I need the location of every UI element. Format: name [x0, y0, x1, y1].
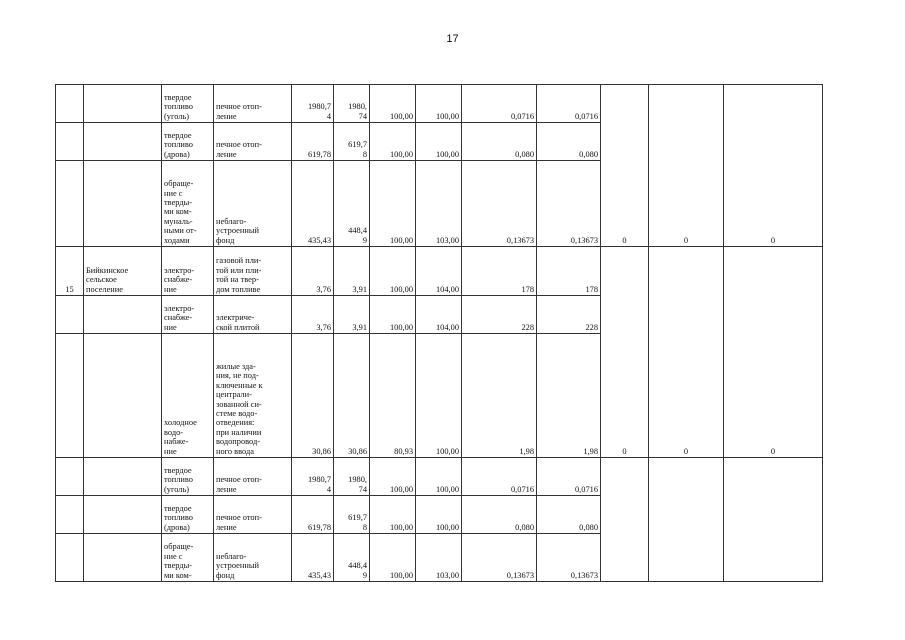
value-cell: 448,4 9: [334, 161, 370, 247]
table-row: [56, 247, 823, 296]
condition-cell: печное отоп- ление: [214, 85, 292, 123]
norm-cell: 0,0716: [537, 458, 601, 496]
condition-cell: неблаго- устроенный фонд: [214, 161, 292, 247]
percent-cell: 100,00: [370, 247, 416, 296]
row-index: [56, 85, 84, 123]
percent-cell: 103,00: [416, 534, 462, 582]
row-index: [56, 458, 84, 496]
value-cell: 1980,7 4: [292, 458, 334, 496]
norm-cell: 0,13673: [462, 534, 537, 582]
norm-cell: 1,98: [537, 334, 601, 458]
settlement-cell: [84, 85, 162, 123]
empty-cell: [724, 458, 823, 582]
row-index: [56, 534, 84, 582]
row-index: 15: [56, 247, 84, 296]
value-cell: 3,76: [292, 296, 334, 334]
percent-cell: 100,00: [416, 458, 462, 496]
condition-cell: печное отоп- ление: [214, 123, 292, 161]
value-cell: 3,91: [334, 296, 370, 334]
value-cell: 619,78: [292, 496, 334, 534]
value-cell: 435,43: [292, 534, 334, 582]
norm-cell: 228: [462, 296, 537, 334]
percent-cell: 104,00: [416, 296, 462, 334]
group-value-cell: 0: [601, 247, 649, 458]
value-cell: 1980, 74: [334, 85, 370, 123]
group-value-cell: 0: [649, 247, 724, 458]
row-index: [56, 334, 84, 458]
service-cell: обраще- ние с тверды- ми ком-: [162, 534, 214, 582]
percent-cell: 100,00: [370, 85, 416, 123]
settlement-cell: [84, 458, 162, 496]
percent-cell: 100,00: [416, 334, 462, 458]
value-cell: 619,7 8: [334, 496, 370, 534]
value-cell: 435,43: [292, 161, 334, 247]
row-index: [56, 496, 84, 534]
value-cell: 1980,7 4: [292, 85, 334, 123]
service-cell: твердое топливо (дрова): [162, 123, 214, 161]
tariff-table: [55, 84, 823, 582]
value-cell: 30,86: [334, 334, 370, 458]
norm-cell: 0,080: [462, 496, 537, 534]
percent-cell: 104,00: [416, 247, 462, 296]
percent-cell: 100,00: [370, 496, 416, 534]
norm-cell: 0,080: [462, 123, 537, 161]
condition-cell: печное отоп- ление: [214, 458, 292, 496]
row-index: [56, 123, 84, 161]
norm-cell: 0,080: [537, 496, 601, 534]
table-row: [56, 458, 823, 496]
service-cell: электро- снабже- ние: [162, 296, 214, 334]
settlement-cell: [84, 296, 162, 334]
percent-cell: 100,00: [416, 85, 462, 123]
settlement-cell: [84, 534, 162, 582]
norm-cell: 178: [537, 247, 601, 296]
service-cell: обраще- ние с тверды- ми ком- муналь- ными от- ходами: [162, 161, 214, 247]
percent-cell: 100,00: [370, 458, 416, 496]
condition-cell: неблаго- устроенный фонд: [214, 534, 292, 582]
norm-cell: 0,080: [537, 123, 601, 161]
service-cell: твердое топливо (уголь): [162, 458, 214, 496]
norm-cell: 0,0716: [462, 458, 537, 496]
settlement-cell: Бийкинское сельское поселение: [84, 247, 162, 296]
value-cell: 3,91: [334, 247, 370, 296]
norm-cell: 0,0716: [537, 85, 601, 123]
value-cell: 448,4 9: [334, 534, 370, 582]
percent-cell: 100,00: [370, 296, 416, 334]
value-cell: 619,78: [292, 123, 334, 161]
condition-cell: жилые зда- ния, не под- ключенные к централи- зованной си- стеме водо- отведения: при наличии водопровод- ного ввода: [214, 334, 292, 458]
service-cell: холодное водо- набже- ние: [162, 334, 214, 458]
service-cell: твердое топливо (уголь): [162, 85, 214, 123]
percent-cell: 100,00: [370, 161, 416, 247]
percent-cell: 100,00: [370, 534, 416, 582]
row-index: [56, 161, 84, 247]
value-cell: 1980, 74: [334, 458, 370, 496]
value-cell: 30,86: [292, 334, 334, 458]
condition-cell: электриче- ской плитой: [214, 296, 292, 334]
group-value-cell: 0: [724, 247, 823, 458]
condition-cell: газовой пли- той или пли- той на твер- дом топливе: [214, 247, 292, 296]
group-value-cell: 0: [649, 85, 724, 247]
empty-cell: [649, 458, 724, 582]
percent-cell: 80,93: [370, 334, 416, 458]
group-value-cell: 0: [601, 85, 649, 247]
percent-cell: 100,00: [370, 123, 416, 161]
group-value-cell: 0: [724, 85, 823, 247]
row-index: [56, 296, 84, 334]
page-number: 17: [446, 33, 459, 45]
percent-cell: 100,00: [416, 496, 462, 534]
service-cell: электро- снабже- ние: [162, 247, 214, 296]
service-cell: твердое топливо (дрова): [162, 496, 214, 534]
value-cell: 619,7 8: [334, 123, 370, 161]
settlement-cell: [84, 161, 162, 247]
settlement-cell: [84, 334, 162, 458]
condition-cell: печное отоп- ление: [214, 496, 292, 534]
norm-cell: 1,98: [462, 334, 537, 458]
settlement-cell: [84, 496, 162, 534]
norm-cell: 228: [537, 296, 601, 334]
norm-cell: 0,13673: [462, 161, 537, 247]
norm-cell: 178: [462, 247, 537, 296]
norm-cell: 0,13673: [537, 534, 601, 582]
norm-cell: 0,0716: [462, 85, 537, 123]
empty-cell: [601, 458, 649, 582]
settlement-cell: [84, 123, 162, 161]
percent-cell: 100,00: [416, 123, 462, 161]
norm-cell: 0,13673: [537, 161, 601, 247]
value-cell: 3,76: [292, 247, 334, 296]
table-row: [56, 85, 823, 123]
percent-cell: 103,00: [416, 161, 462, 247]
